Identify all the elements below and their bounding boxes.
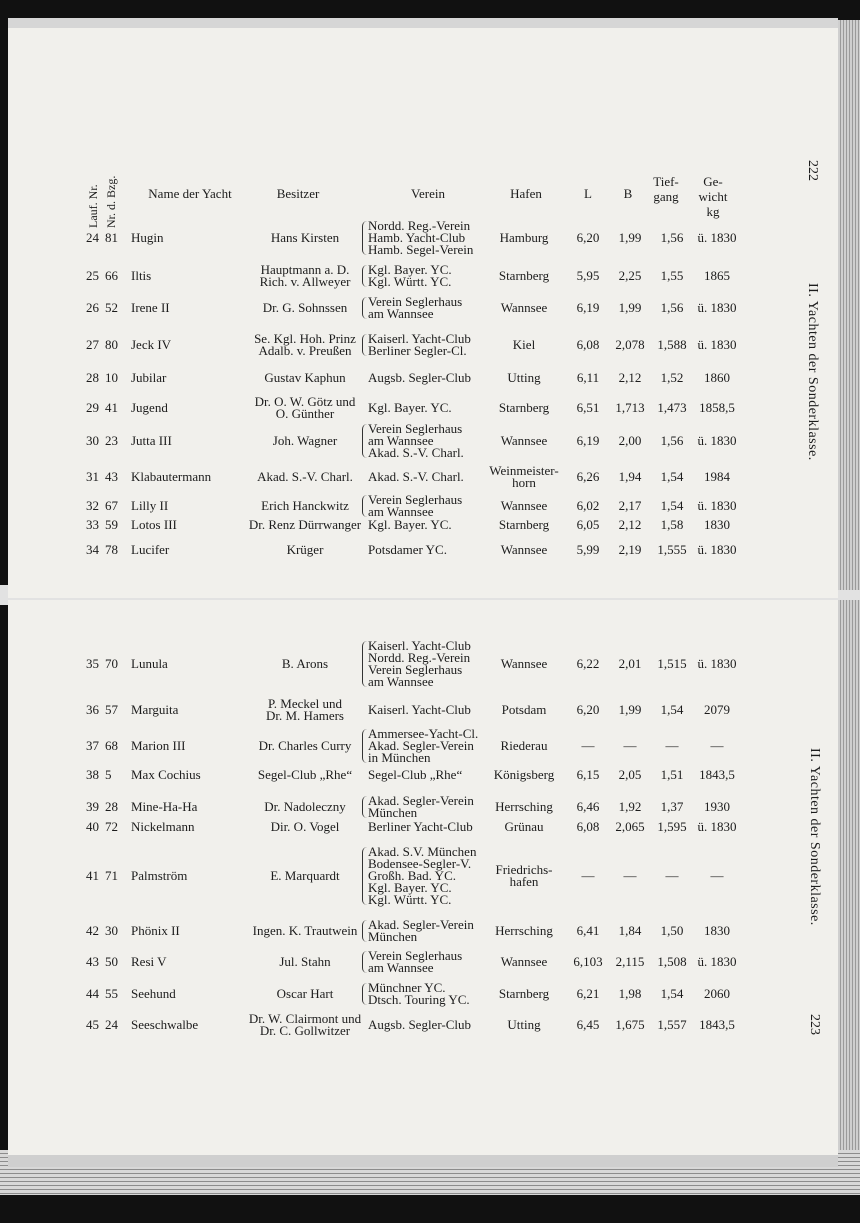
cell-nr-bzg: 28	[105, 799, 118, 814]
cell-besitzer: Dr. Renz Dürrwanger	[248, 517, 362, 532]
cell-verein: Augsb. Segler-Club	[368, 1017, 472, 1032]
cell-besitzer: Gustav Kaphun	[264, 370, 346, 385]
cell-verein: Augsb. Segler-Club	[368, 370, 472, 385]
cell-gewicht: —	[710, 738, 724, 753]
cell-yacht-name: Nickelmann	[131, 819, 195, 834]
cell-tiefgang: 1,54	[660, 986, 684, 1001]
cell-gewicht: 1984	[704, 469, 730, 484]
cell-hafen: Starnberg	[498, 986, 550, 1001]
cell-lauf-nr: 35	[86, 656, 99, 671]
cell-lauf-nr: 36	[86, 702, 99, 717]
header-verein: Verein	[411, 186, 445, 201]
cell-yacht-name: Phönix II	[131, 923, 180, 938]
cell-lauf-nr: 24	[86, 230, 99, 245]
cell-hafen: Kiel	[512, 337, 536, 352]
brace	[362, 221, 368, 255]
cell-lauf-nr: 32	[86, 498, 99, 513]
cell-nr-bzg: 50	[105, 954, 118, 969]
cell-nr-bzg: 57	[105, 702, 118, 717]
cell-hafen: Riederau	[500, 738, 548, 753]
cell-lauf-nr: 33	[86, 517, 99, 532]
brace	[362, 920, 368, 942]
brace	[362, 847, 368, 905]
cell-lauf-nr: 25	[86, 268, 99, 283]
header-nr-bzg: Nr. d. Bzg.	[104, 175, 118, 228]
cell-nr-bzg: 5	[105, 767, 112, 782]
cell-nr-bzg: 10	[105, 370, 118, 385]
cell-tiefgang: 1,54	[660, 702, 684, 717]
cell-b: 2,25	[618, 268, 642, 283]
header-l: L	[584, 186, 592, 201]
cell-verein: Verein Seglerhaus am Wannsee	[368, 948, 463, 975]
cell-lauf-nr: 43	[86, 954, 99, 969]
cell-tiefgang: 1,588	[657, 337, 687, 352]
cell-tiefgang: 1,473	[657, 400, 687, 415]
cell-tiefgang: 1,56	[660, 230, 684, 245]
cell-gewicht: ü. 1830	[697, 656, 737, 671]
cell-l: 6,19	[576, 300, 600, 315]
cell-lauf-nr: 30	[86, 433, 99, 448]
cell-verein: Verein Seglerhaus am Wannsee Akad. S.-V. Charl.	[368, 421, 464, 460]
cell-hafen: Starnberg	[498, 268, 550, 283]
brace	[362, 951, 368, 973]
header-name: Name der Yacht	[148, 186, 232, 201]
cell-besitzer: Se. Kgl. Hoh. Prinz Adalb. v. Preußen	[254, 331, 356, 358]
cell-l: —	[581, 868, 595, 883]
cell-l: 6,41	[576, 923, 600, 938]
cell-lauf-nr: 26	[86, 300, 99, 315]
cell-nr-bzg: 43	[105, 469, 118, 484]
cell-hafen: Weinmeister- horn	[489, 463, 559, 490]
cell-b: 2,12	[618, 370, 642, 385]
cell-besitzer: Krüger	[286, 542, 324, 557]
cell-nr-bzg: 41	[105, 400, 118, 415]
cell-verein: Kaiserl. Yacht-Club	[368, 702, 471, 717]
cell-b: 2,115	[615, 954, 645, 969]
header-tiefgang: Tief- gang	[653, 174, 679, 204]
brace	[362, 641, 368, 687]
cell-l: 6,05	[576, 517, 600, 532]
cell-gewicht: 1858,5	[699, 400, 735, 415]
cell-l: 5,95	[576, 268, 600, 283]
cell-tiefgang: 1,515	[657, 656, 687, 671]
cell-hafen: Utting	[507, 1017, 541, 1032]
cell-nr-bzg: 80	[105, 337, 118, 352]
cell-verein: Ammersee-Yacht-Cl. Akad. Segler-Verein in München	[368, 726, 479, 765]
cell-verein: Kgl. Bayer. YC. Kgl. Württ. YC.	[368, 262, 452, 289]
cell-besitzer: Dr. Charles Curry	[258, 738, 352, 753]
cell-yacht-name: Lotos III	[131, 517, 177, 532]
cell-besitzer: Hans Kirsten	[270, 230, 340, 245]
cell-gewicht: 1843,5	[699, 1017, 735, 1032]
header-hafen: Hafen	[510, 186, 542, 201]
cell-verein: Potsdamer YC.	[368, 542, 447, 557]
cell-besitzer: Dir. O. Vogel	[270, 819, 340, 834]
brace	[362, 729, 368, 763]
cell-tiefgang: 1,51	[660, 767, 684, 782]
cell-besitzer: Hauptmann a. D. Rich. v. Allweyer	[259, 262, 351, 289]
cell-tiefgang: 1,595	[657, 819, 687, 834]
brace	[362, 495, 368, 517]
cell-hafen: Wannsee	[500, 542, 548, 557]
cell-verein: Kaiserl. Yacht-Club Berliner Segler-Cl.	[368, 331, 471, 358]
cell-hafen: Starnberg	[498, 400, 550, 415]
cell-gewicht: 2060	[704, 986, 730, 1001]
cell-lauf-nr: 37	[86, 738, 99, 753]
header-besitzer: Besitzer	[276, 186, 320, 201]
cell-gewicht: 1865	[704, 268, 730, 283]
cell-b: 2,05	[618, 767, 642, 782]
cell-gewicht: ü. 1830	[697, 230, 737, 245]
cell-tiefgang: 1,56	[660, 300, 684, 315]
cell-yacht-name: Max Cochius	[131, 767, 201, 782]
cell-nr-bzg: 30	[105, 923, 118, 938]
cell-l: 6,08	[576, 337, 600, 352]
cell-besitzer: Dr. Nadoleczny	[264, 799, 346, 814]
cell-verein: Segel-Club „Rhe“	[368, 767, 463, 782]
cell-nr-bzg: 59	[105, 517, 118, 532]
cell-yacht-name: Jutta III	[131, 433, 172, 448]
cell-b: 2,17	[618, 498, 642, 513]
cell-b: 1,98	[618, 986, 642, 1001]
cell-yacht-name: Mine-Ha-Ha	[131, 799, 198, 814]
cell-lauf-nr: 42	[86, 923, 99, 938]
cell-l: 6,02	[576, 498, 600, 513]
cell-l: 6,20	[576, 230, 600, 245]
cell-yacht-name: Iltis	[131, 268, 152, 283]
cell-nr-bzg: 24	[105, 1017, 118, 1032]
cell-b: 2,01	[618, 656, 642, 671]
cell-besitzer: Oscar Hart	[276, 986, 334, 1001]
cell-verein: Kaiserl. Yacht-Club Nordd. Reg.-Verein Verein Seglerhaus am Wannsee	[368, 638, 471, 689]
cell-besitzer: B. Arons	[281, 656, 329, 671]
cell-yacht-name: Lilly II	[131, 498, 169, 513]
cell-l: 6,15	[576, 767, 600, 782]
cell-gewicht: ü. 1830	[697, 433, 737, 448]
cell-nr-bzg: 81	[105, 230, 118, 245]
cell-yacht-name: Seeschwalbe	[131, 1017, 199, 1032]
cell-besitzer: Akad. S.-V. Charl.	[257, 469, 353, 484]
cell-hafen: Wannsee	[500, 656, 548, 671]
cell-l: 6,21	[576, 986, 600, 1001]
cell-l: 6,08	[576, 819, 600, 834]
side-title: II. Yachten der Sonderklasse.	[807, 748, 822, 926]
cell-tiefgang: 1,55	[660, 268, 684, 283]
cell-b: 1,84	[618, 923, 642, 938]
header-lauf-nr: Lauf. Nr.	[86, 184, 100, 228]
brace	[362, 796, 368, 818]
cell-yacht-name: Lunula	[131, 656, 168, 671]
cell-hafen: Friedrichs- hafen	[495, 862, 553, 889]
cell-tiefgang: 1,37	[660, 799, 684, 814]
cell-l: 6,20	[576, 702, 600, 717]
cell-lauf-nr: 38	[86, 767, 99, 782]
cell-lauf-nr: 44	[86, 986, 99, 1001]
cell-hafen: Starnberg	[498, 517, 550, 532]
cell-l: 5,99	[576, 542, 600, 557]
cell-besitzer: Dr. O. W. Götz und O. Günther	[254, 394, 356, 421]
cell-b: 2,078	[615, 337, 645, 352]
cell-gewicht: 1860	[704, 370, 730, 385]
cell-tiefgang: 1,54	[660, 498, 684, 513]
cell-verein: Akad. S.V. München Bodensee-Segler-V. Großh. Bad. YC. Kgl. Bayer. YC. Kgl. Württ. YC.	[368, 844, 477, 907]
cell-yacht-name: Lucifer	[131, 542, 170, 557]
cell-b: 1,99	[618, 702, 642, 717]
cell-b: 2,065	[615, 819, 645, 834]
cell-lauf-nr: 31	[86, 469, 99, 484]
cell-besitzer: Dr. G. Sohnssen	[262, 300, 348, 315]
cell-nr-bzg: 70	[105, 656, 118, 671]
header-gewicht: Ge- wicht kg	[698, 174, 728, 219]
cell-verein: Kgl. Bayer. YC.	[368, 400, 452, 415]
cell-nr-bzg: 52	[105, 300, 118, 315]
cell-hafen: Grünau	[504, 819, 544, 834]
cell-verein: Akad. Segler-Verein München	[368, 917, 474, 944]
page-number: 223	[807, 1014, 822, 1035]
cell-yacht-name: Hugin	[131, 230, 164, 245]
cell-yacht-name: Marguita	[131, 702, 179, 717]
cell-besitzer: Jul. Stahn	[279, 954, 331, 969]
cell-hafen: Hamburg	[499, 230, 549, 245]
cell-hafen: Wannsee	[500, 954, 548, 969]
cell-hafen: Wannsee	[500, 300, 548, 315]
cell-lauf-nr: 45	[86, 1017, 99, 1032]
cell-tiefgang: 1,555	[657, 542, 687, 557]
cell-tiefgang: 1,58	[660, 517, 684, 532]
cell-b: —	[623, 738, 637, 753]
cell-tiefgang: 1,56	[660, 433, 684, 448]
cell-verein: Akad. S.-V. Charl.	[368, 469, 464, 484]
cell-gewicht: 2079	[704, 702, 730, 717]
cell-lauf-nr: 29	[86, 400, 99, 415]
cell-gewicht: 1843,5	[699, 767, 735, 782]
cell-verein: Münchner YC. Dtsch. Touring YC.	[368, 980, 470, 1007]
cell-l: 6,26	[576, 469, 600, 484]
cell-l: 6,11	[576, 370, 600, 385]
cell-tiefgang: —	[665, 868, 679, 883]
brace	[362, 265, 368, 287]
cell-besitzer: Erich Hanckwitz	[261, 498, 349, 513]
page-number: 222	[805, 160, 820, 181]
cell-yacht-name: Irene II	[131, 300, 170, 315]
cell-yacht-name: Klabautermann	[131, 469, 212, 484]
cell-verein: Verein Seglerhaus am Wannsee	[368, 492, 463, 519]
cell-hafen: Wannsee	[500, 498, 548, 513]
brace	[362, 983, 368, 1005]
cell-b: 2,19	[618, 542, 642, 557]
cell-gewicht: ü. 1830	[697, 300, 737, 315]
cell-l: 6,45	[576, 1017, 600, 1032]
cell-b: 1,99	[618, 230, 642, 245]
cell-b: 1,99	[618, 300, 642, 315]
cell-tiefgang: 1,54	[660, 469, 684, 484]
cell-hafen: Utting	[507, 370, 541, 385]
cell-l: 6,19	[576, 433, 600, 448]
cell-b: 1,94	[618, 469, 642, 484]
cell-hafen: Herrsching	[495, 799, 553, 814]
cell-nr-bzg: 72	[105, 819, 118, 834]
cell-yacht-name: Seehund	[131, 986, 176, 1001]
cell-gewicht: ü. 1830	[697, 819, 737, 834]
brace	[362, 424, 368, 458]
cell-nr-bzg: 68	[105, 738, 118, 753]
brace	[362, 297, 368, 319]
cell-tiefgang: 1,508	[657, 954, 687, 969]
cell-gewicht: ü. 1830	[697, 542, 737, 557]
cell-gewicht: ü. 1830	[697, 337, 737, 352]
cell-gewicht: 1830	[704, 923, 730, 938]
cell-besitzer: Ingen. K. Trautwein	[252, 923, 358, 938]
cell-tiefgang: 1,50	[660, 923, 684, 938]
cell-l: —	[581, 738, 595, 753]
cell-b: —	[623, 868, 637, 883]
cell-gewicht: 1830	[704, 517, 730, 532]
cell-lauf-nr: 41	[86, 868, 99, 883]
cell-lauf-nr: 28	[86, 370, 99, 385]
cell-verein: Kgl. Bayer. YC.	[368, 517, 452, 532]
cell-hafen: Potsdam	[501, 702, 547, 717]
cell-l: 6,103	[573, 954, 603, 969]
cell-nr-bzg: 78	[105, 542, 118, 557]
cell-lauf-nr: 27	[86, 337, 99, 352]
cell-gewicht: ü. 1830	[697, 498, 737, 513]
cell-l: 6,46	[576, 799, 600, 814]
cell-hafen: Wannsee	[500, 433, 548, 448]
cell-nr-bzg: 55	[105, 986, 118, 1001]
cell-lauf-nr: 40	[86, 819, 99, 834]
cell-yacht-name: Resi V	[131, 954, 167, 969]
page-222	[8, 18, 838, 598]
cell-l: 6,22	[576, 656, 600, 671]
cell-l: 6,51	[576, 400, 600, 415]
cell-besitzer: P. Meckel und Dr. M. Hamers	[266, 696, 344, 723]
cell-besitzer: Segel-Club „Rhe“	[257, 767, 353, 782]
cell-gewicht: ü. 1830	[697, 954, 737, 969]
cell-hafen: Herrsching	[495, 923, 553, 938]
cell-lauf-nr: 34	[86, 542, 99, 557]
cell-verein: Berliner Yacht-Club	[368, 819, 473, 834]
cell-b: 1,675	[615, 1017, 645, 1032]
cell-besitzer: E. Marquardt	[270, 868, 340, 883]
cell-b: 1,92	[618, 799, 642, 814]
cell-tiefgang: 1,52	[660, 370, 684, 385]
cell-gewicht: —	[710, 868, 724, 883]
page-223	[8, 600, 838, 1167]
cell-yacht-name: Palmström	[131, 868, 188, 883]
cell-besitzer: Dr. W. Clairmont und Dr. C. Gollwitzer	[248, 1011, 362, 1038]
cell-nr-bzg: 23	[105, 433, 118, 448]
cell-b: 2,00	[618, 433, 642, 448]
side-title: II. Yachten der Sonderklasse.	[805, 283, 820, 461]
cell-verein: Verein Seglerhaus am Wannsee	[368, 294, 463, 321]
cell-nr-bzg: 71	[105, 868, 118, 883]
cell-besitzer: Joh. Wagner	[272, 433, 338, 448]
cell-yacht-name: Marion III	[131, 738, 186, 753]
header-b: B	[623, 186, 633, 201]
cell-hafen: Königsberg	[493, 767, 555, 782]
cell-tiefgang: 1,557	[657, 1017, 687, 1032]
cell-nr-bzg: 67	[105, 498, 118, 513]
cell-b: 1,713	[615, 400, 645, 415]
cell-verein: Nordd. Reg.-Verein Hamb. Yacht-Club Hamb. Segel-Verein	[368, 218, 474, 257]
brace	[362, 334, 368, 356]
cell-tiefgang: —	[665, 738, 679, 753]
cell-yacht-name: Jeck IV	[131, 337, 172, 352]
cell-nr-bzg: 66	[105, 268, 118, 283]
cell-yacht-name: Jugend	[131, 400, 168, 415]
cell-lauf-nr: 39	[86, 799, 99, 814]
cell-b: 2,12	[618, 517, 642, 532]
cell-gewicht: 1930	[704, 799, 730, 814]
cell-verein: Akad. Segler-Verein München	[368, 793, 474, 820]
cell-yacht-name: Jubilar	[131, 370, 167, 385]
